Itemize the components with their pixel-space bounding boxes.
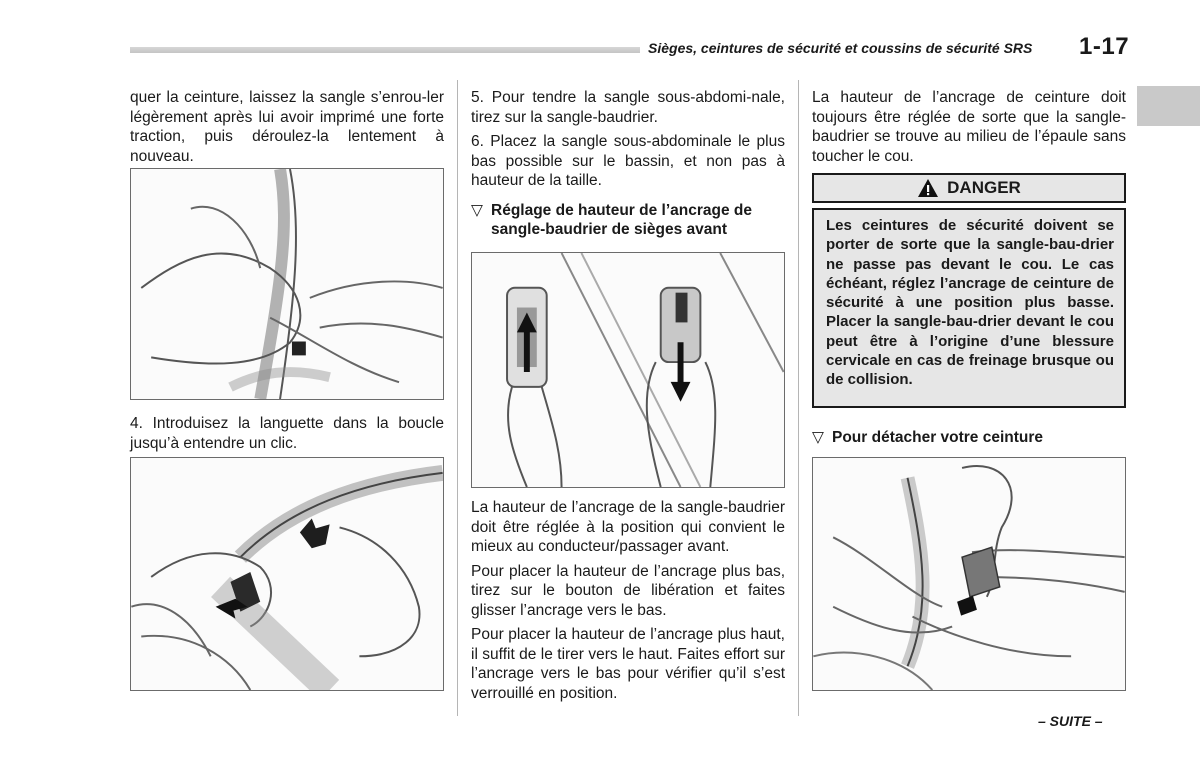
belt-pull-drawing bbox=[131, 169, 443, 399]
left-column bbox=[130, 88, 444, 171]
danger-label: DANGER bbox=[947, 178, 1021, 197]
column-divider bbox=[798, 80, 799, 716]
step-6: 6. Placez la sangle sous-abdominale le plus bas possible sur le bassin, et non pas à hauteur de la taille. bbox=[471, 133, 785, 189]
step-5: 5. Pour tendre la sangle sous-abdomi-nale, tirez sur la sangle-baudrier. bbox=[471, 89, 785, 126]
danger-message: Les ceintures de sécurité doivent se porter de sorte que la sangle-bau-drier ne passe pas devant le cou. Le cas échéant, réglez l’ancrage de ceinture de sécurité à une position plus basse. Placer la sangle-bau-drier devant le cou peut être à l’origine d’une blessure cervicale en cas de freinage brusque ou de collision. bbox=[812, 208, 1126, 408]
triangle-icon: ▽ bbox=[471, 201, 483, 219]
anchor-para-1: La hauteur de l’ancrage de la sangle-baudrier doit être réglée à la position qui convient le mieux au conducteur/passager avant. bbox=[471, 499, 785, 555]
continued-label: – SUITE – bbox=[1038, 713, 1103, 729]
left-column-lower bbox=[130, 414, 444, 458]
subhead-unfasten bbox=[812, 428, 1126, 448]
page-number: 1-17 bbox=[1079, 33, 1130, 60]
middle-column-lower bbox=[471, 498, 785, 708]
anchor-height-drawing bbox=[472, 253, 784, 487]
chapter-tab bbox=[1137, 86, 1200, 126]
subhead-anchor-adjust bbox=[471, 201, 785, 240]
header-title: Sièges, ceintures de sécurité et coussins de sécurité SRS bbox=[648, 40, 1033, 56]
subhead-unfasten-text: Pour détacher votre ceinture bbox=[832, 429, 1044, 446]
right-column bbox=[812, 88, 1126, 171]
insert-tongue-drawing bbox=[131, 458, 443, 690]
illustration-belt-pull bbox=[130, 168, 444, 400]
anchor-para-3: Pour placer la hauteur de l’ancrage plus haut, il suffit de le tirer vers le haut. Faites effort sur l’ancrage vers le bas pour vérifier qu’il s’est verrouillé en position. bbox=[471, 626, 785, 702]
illustration-unfasten-belt bbox=[812, 457, 1126, 691]
middle-column bbox=[471, 88, 785, 240]
anchor-para-2: Pour placer la hauteur de l’ancrage plus bas, tirez sur le bouton de libération et faites glisser l’ancrage vers le bas. bbox=[471, 562, 785, 619]
triangle-icon: ▽ bbox=[812, 429, 824, 446]
unfasten-belt-drawing bbox=[813, 458, 1125, 690]
step-4: 4. Introduisez la languette dans la boucle jusqu’à entendre un clic. bbox=[130, 415, 444, 452]
danger-header bbox=[812, 173, 1126, 203]
column-divider bbox=[457, 80, 458, 716]
subhead-anchor-adjust-text: Réglage de hauteur de l’ancrage de sangle-baudrier de sièges avant bbox=[491, 201, 752, 238]
warning-triangle-icon bbox=[917, 178, 939, 198]
header-rule bbox=[130, 47, 640, 53]
right-paragraph-1: La hauteur de l’ancrage de ceinture doit toujours être réglée de sorte que la sangle-baudrier se trouve au milieu de l’épaule sans toucher le cou. bbox=[812, 89, 1126, 165]
right-column-lower bbox=[812, 428, 1126, 448]
illustration-anchor-height bbox=[471, 252, 785, 488]
left-paragraph-1: quer la ceinture, laissez la sangle s’enrou-ler légèrement après lui avoir imprimé une forte traction, puis déroulez-la lentement à nouveau. bbox=[130, 89, 444, 165]
illustration-insert-tongue bbox=[130, 457, 444, 691]
